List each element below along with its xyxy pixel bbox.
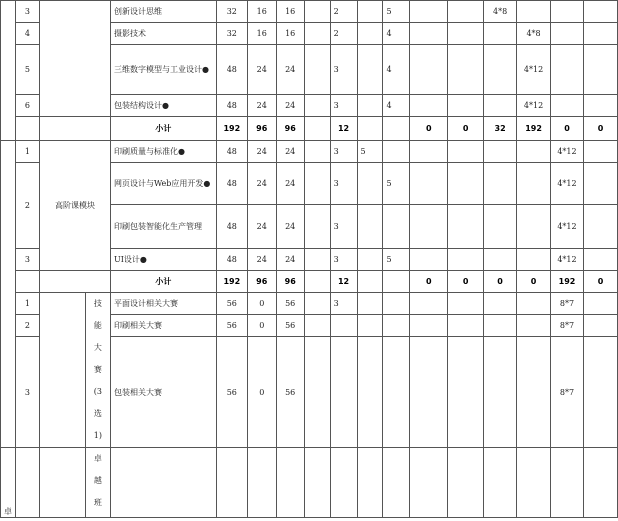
col-7-cell (357, 271, 383, 293)
theory-hours-cell: 24 (247, 45, 276, 95)
col-5-cell (304, 205, 330, 249)
col-5-cell (304, 95, 330, 117)
module-excellence-label: 卓越班 (85, 448, 110, 518)
col-6-cell (330, 315, 357, 337)
col-11-cell (484, 293, 517, 315)
col-14-cell (583, 315, 617, 337)
subtotal-spacer (16, 271, 40, 293)
col-7-cell (357, 163, 383, 205)
col-12-cell (517, 1, 551, 23)
col-11-cell (484, 315, 517, 337)
col-8-cell: 4 (383, 45, 410, 95)
col-5-cell (304, 23, 330, 45)
credits-cell: 192 (216, 271, 247, 293)
table-row (1, 117, 618, 141)
col-8-cell (383, 337, 410, 448)
col-7-cell (357, 95, 383, 117)
row-number: 4 (16, 23, 40, 45)
col-5-cell (304, 293, 330, 315)
empty-cell (247, 448, 276, 518)
col-11-cell: 0 (484, 271, 517, 293)
practice-hours-cell: 56 (276, 293, 304, 315)
course-name: 创新设计思维 (110, 1, 216, 23)
practice-hours-cell: 24 (276, 163, 304, 205)
col-6-cell (330, 337, 357, 448)
empty-cell (410, 448, 448, 518)
col-5-cell (304, 141, 330, 163)
practice-hours-cell: 16 (276, 1, 304, 23)
table-row (1, 141, 618, 163)
col-10-cell (448, 249, 484, 271)
empty-cell (517, 448, 551, 518)
col-13-cell: 8*7 (551, 337, 584, 448)
col-14-cell (583, 95, 617, 117)
credits-cell: 32 (216, 1, 247, 23)
col-8-cell (383, 271, 410, 293)
credits-cell: 48 (216, 249, 247, 271)
competition-spacer (39, 293, 85, 448)
table-row (1, 448, 618, 518)
course-name: 摄影技术 (110, 23, 216, 45)
module-cell (39, 1, 110, 117)
table-row (1, 293, 618, 315)
theory-hours-cell: 24 (247, 205, 276, 249)
col-7-cell (357, 249, 383, 271)
practice-hours-cell: 96 (276, 117, 304, 141)
col-12-cell (517, 337, 551, 448)
col-9-cell (410, 1, 448, 23)
col-12-cell: 192 (517, 117, 551, 141)
col-9-cell (410, 337, 448, 448)
theory-hours-cell: 0 (247, 293, 276, 315)
col-10-cell (448, 163, 484, 205)
col-5-cell (304, 163, 330, 205)
col-7-cell (357, 1, 383, 23)
col-12-cell: 4*8 (517, 23, 551, 45)
col-6-cell: 3 (330, 95, 357, 117)
col-7-cell (357, 315, 383, 337)
col-13-cell: 8*7 (551, 315, 584, 337)
practice-hours-cell: 24 (276, 141, 304, 163)
col-9-cell: 0 (410, 271, 448, 293)
col-8-cell: 4 (383, 95, 410, 117)
course-name: UI设计● (110, 249, 216, 271)
col-13-cell: 4*12 (551, 163, 584, 205)
col-10-cell: 0 (448, 117, 484, 141)
theory-hours-cell: 16 (247, 1, 276, 23)
col-7-cell (357, 23, 383, 45)
practice-hours-cell: 56 (276, 337, 304, 448)
theory-hours-cell: 0 (247, 337, 276, 448)
col-9-cell (410, 293, 448, 315)
col-6-cell: 3 (330, 163, 357, 205)
col-7-cell (357, 45, 383, 95)
col-11-cell (484, 95, 517, 117)
practice-hours-cell: 24 (276, 45, 304, 95)
col-5-cell (304, 249, 330, 271)
row-number: 1 (16, 293, 40, 315)
course-name: 包装结构设计● (110, 95, 216, 117)
col-13-cell: 4*12 (551, 141, 584, 163)
col-5-cell (304, 271, 330, 293)
col-5-cell (304, 337, 330, 448)
col-5-cell (304, 315, 330, 337)
col-9-cell (410, 141, 448, 163)
credits-cell: 48 (216, 163, 247, 205)
col-9-cell (410, 45, 448, 95)
col-6-cell: 12 (330, 117, 357, 141)
col-8-cell (383, 293, 410, 315)
table-row (1, 1, 618, 23)
col-5-cell (304, 117, 330, 141)
subtotal-spacer (39, 117, 110, 141)
col-10-cell (448, 23, 484, 45)
col-7-cell (357, 293, 383, 315)
col-6-cell: 3 (330, 141, 357, 163)
empty-cell (276, 448, 304, 518)
col-14-cell (583, 1, 617, 23)
credits-cell: 48 (216, 141, 247, 163)
col-6-cell: 2 (330, 23, 357, 45)
col-12-cell (517, 163, 551, 205)
theory-hours-cell: 24 (247, 141, 276, 163)
col-14-cell: 0 (583, 117, 617, 141)
col-14-cell (583, 23, 617, 45)
col-11-cell (484, 205, 517, 249)
empty-cell (216, 448, 247, 518)
empty-cell (551, 448, 584, 518)
col-13-cell: 8*7 (551, 293, 584, 315)
empty-cell (304, 448, 330, 518)
col-14-cell (583, 163, 617, 205)
course-name: 印刷相关大赛 (110, 315, 216, 337)
col-14-cell (583, 337, 617, 448)
col-14-cell (583, 141, 617, 163)
col-8-cell (383, 117, 410, 141)
row-number: 6 (16, 95, 40, 117)
practice-hours-cell: 96 (276, 271, 304, 293)
col-12-cell (517, 249, 551, 271)
col-11-cell (484, 45, 517, 95)
col-7-cell (357, 205, 383, 249)
col-12-cell: 0 (517, 271, 551, 293)
edge-column (1, 1, 16, 141)
col-13-cell (551, 45, 584, 95)
col-10-cell (448, 337, 484, 448)
col-6-cell: 3 (330, 45, 357, 95)
row-number: 3 (16, 1, 40, 23)
col-5-cell (304, 45, 330, 95)
practice-hours-cell: 56 (276, 315, 304, 337)
col-13-cell (551, 1, 584, 23)
col-7-cell (357, 337, 383, 448)
theory-hours-cell: 0 (247, 315, 276, 337)
col-8-cell (383, 315, 410, 337)
credits-cell: 56 (216, 337, 247, 448)
credits-cell: 56 (216, 293, 247, 315)
col-5-cell (304, 1, 330, 23)
col-10-cell (448, 141, 484, 163)
col-10-cell (448, 45, 484, 95)
module-competition-label: 技能大赛(3选1) (85, 293, 110, 448)
col-13-cell: 4*12 (551, 249, 584, 271)
col-7-cell: 5 (357, 141, 383, 163)
theory-hours-cell: 24 (247, 95, 276, 117)
col-11-cell (484, 337, 517, 448)
empty-cell (357, 448, 383, 518)
col-6-cell: 3 (330, 205, 357, 249)
side-char: 卓 (1, 448, 16, 518)
col-12-cell (517, 205, 551, 249)
theory-hours-cell: 24 (247, 163, 276, 205)
credits-cell: 192 (216, 117, 247, 141)
col-7-cell (357, 117, 383, 141)
theory-hours-cell: 16 (247, 23, 276, 45)
col-11-cell (484, 23, 517, 45)
col-8-cell: 5 (383, 163, 410, 205)
course-name: 包装相关大赛 (110, 337, 216, 448)
theory-hours-cell: 24 (247, 249, 276, 271)
col-9-cell (410, 95, 448, 117)
col-9-cell (410, 205, 448, 249)
row-number: 3 (16, 337, 40, 448)
col-13-cell: 192 (551, 271, 584, 293)
course-name: 三维数字模型与工业设计● (110, 45, 216, 95)
empty-cell (484, 448, 517, 518)
col-10-cell (448, 95, 484, 117)
col-6-cell: 3 (330, 293, 357, 315)
course-name: 印刷质量与标准化● (110, 141, 216, 163)
credits-cell: 48 (216, 45, 247, 95)
practice-hours-cell: 24 (276, 95, 304, 117)
module-advanced-label: 高阶课模块 (39, 141, 110, 271)
col-9-cell (410, 249, 448, 271)
col-13-cell (551, 23, 584, 45)
col-9-cell (410, 315, 448, 337)
empty-cell (110, 448, 216, 518)
col-10-cell: 0 (448, 271, 484, 293)
col-13-cell (551, 95, 584, 117)
col-12-cell: 4*12 (517, 45, 551, 95)
col-8-cell (383, 205, 410, 249)
col-14-cell: 0 (583, 271, 617, 293)
col-14-cell (583, 249, 617, 271)
col-8-cell: 5 (383, 249, 410, 271)
theory-hours-cell: 96 (247, 117, 276, 141)
edge-column (1, 141, 16, 448)
col-8-cell: 5 (383, 1, 410, 23)
col-6-cell: 2 (330, 1, 357, 23)
col-10-cell (448, 1, 484, 23)
col-12-cell (517, 293, 551, 315)
col-12-cell (517, 315, 551, 337)
row-number: 5 (16, 45, 40, 95)
col-14-cell (583, 45, 617, 95)
row-number: 3 (16, 249, 40, 271)
practice-hours-cell: 24 (276, 205, 304, 249)
col-6-cell: 3 (330, 249, 357, 271)
subtotal-spacer (39, 271, 110, 293)
practice-hours-cell: 16 (276, 23, 304, 45)
row-number: 2 (16, 163, 40, 249)
empty-cell (583, 448, 617, 518)
empty-cell (383, 448, 410, 518)
subtotal-spacer (16, 117, 40, 141)
col-14-cell (583, 205, 617, 249)
credits-cell: 56 (216, 315, 247, 337)
col-11-cell (484, 249, 517, 271)
table-row (1, 271, 618, 293)
course-name: 印刷包装智能化生产管理 (110, 205, 216, 249)
col-11-cell (484, 141, 517, 163)
col-9-cell: 0 (410, 117, 448, 141)
course-name: 平面设计相关大赛 (110, 293, 216, 315)
credits-cell: 48 (216, 95, 247, 117)
col-9-cell (410, 23, 448, 45)
empty-cell (330, 448, 357, 518)
col-11-cell: 32 (484, 117, 517, 141)
practice-hours-cell: 24 (276, 249, 304, 271)
col-13-cell: 4*12 (551, 205, 584, 249)
row-number: 2 (16, 315, 40, 337)
excellence-spacer (39, 448, 85, 518)
col-10-cell (448, 293, 484, 315)
credits-cell: 48 (216, 205, 247, 249)
col-12-cell (517, 141, 551, 163)
col-6-cell: 12 (330, 271, 357, 293)
col-12-cell: 4*12 (517, 95, 551, 117)
subtotal-label: 小计 (110, 271, 216, 293)
col-10-cell (448, 205, 484, 249)
col-9-cell (410, 163, 448, 205)
col-8-cell (383, 141, 410, 163)
theory-hours-cell: 96 (247, 271, 276, 293)
col-10-cell (448, 315, 484, 337)
col-11-cell: 4*8 (484, 1, 517, 23)
subtotal-label: 小计 (110, 117, 216, 141)
col-14-cell (583, 293, 617, 315)
credits-cell: 32 (216, 23, 247, 45)
col-8-cell: 4 (383, 23, 410, 45)
row-number: 1 (16, 141, 40, 163)
col-13-cell: 0 (551, 117, 584, 141)
col-11-cell (484, 163, 517, 205)
empty-cell (448, 448, 484, 518)
row-number (16, 448, 40, 518)
course-name: 网页设计与Web应用开发● (110, 163, 216, 205)
